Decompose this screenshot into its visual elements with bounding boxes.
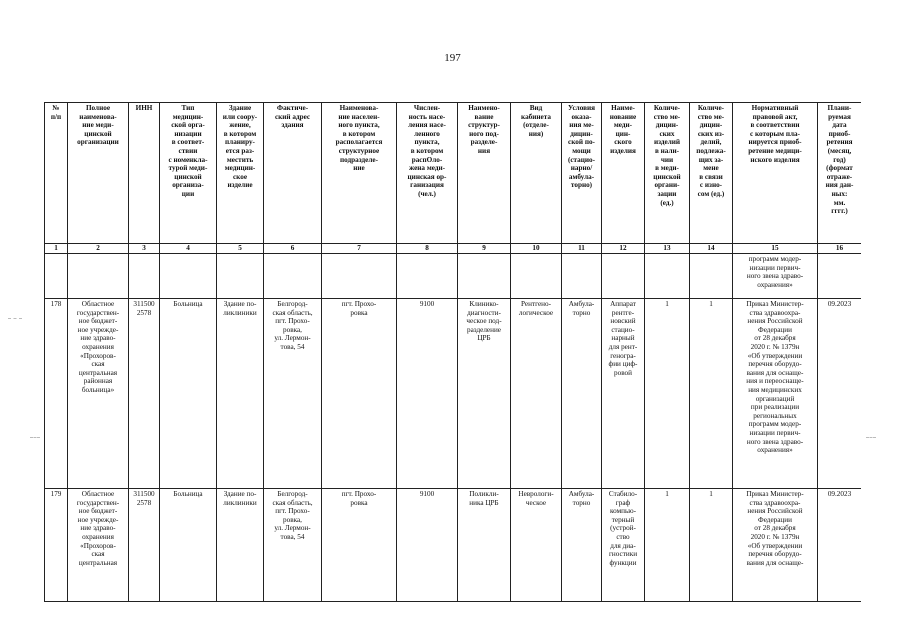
device-cell: Стабило- граф компью- терный (устрой- ство для диа- гностики функции bbox=[602, 489, 645, 602]
col-header-inn: ИНН bbox=[129, 103, 160, 244]
col-header-qty-replace: Количе- ство ме- дицин- ских из- делий, подлежа- щих за- мене в связи с изно- сом (ед.) bbox=[690, 103, 733, 244]
address-cell: Белгород- ская область, пгт. Прохо- ровка, ул. Лермон- това, 54 bbox=[264, 489, 322, 602]
column-index: 5 bbox=[217, 244, 264, 254]
col-header-population: Числен- ность насе- ления насе- ленного пункта, в котором распОло- жена меди- цинская ор- ганизация (чел.) bbox=[397, 103, 458, 244]
inn-cell: 311500 2578 bbox=[129, 489, 160, 602]
header-row bbox=[45, 103, 862, 244]
qty-available-cell: 1 bbox=[645, 299, 690, 489]
address-cell: Белгород- ская область, пгт. Прохо- ровка, ул. Лермон- това, 54 bbox=[264, 299, 322, 489]
building-cell: Здание по- ликлиники bbox=[217, 489, 264, 602]
col-header-conditions: Условия оказа- ния ме- дицин- ской по- мощи (стацио- нарно/ амбула- торно) bbox=[562, 103, 602, 244]
col-header-date: Плани- руемая дата приоб- ретения (месяц, год) (формат отраже- ния дан- ных: мм. гггг.) bbox=[818, 103, 862, 244]
unit-cell: Поликли- ника ЦРБ bbox=[458, 489, 511, 602]
column-index: 7 bbox=[322, 244, 397, 254]
qty-replace-cell: 1 bbox=[690, 489, 733, 602]
table-cell bbox=[458, 254, 511, 299]
device-cell: Аппарат рентге- новский стацио- нарный для рент- геногра- фии циф- ровой bbox=[602, 299, 645, 489]
conditions-cell: Амбула- торно bbox=[562, 489, 602, 602]
qty-available-cell: 1 bbox=[645, 489, 690, 602]
inn-cell: 311500 2578 bbox=[129, 299, 160, 489]
col-header-legal-act: Нормативный правовой акт, в соответствии с которым пла- нируется приоб- ретение медици- нского изделия bbox=[733, 103, 818, 244]
org-type-cell: Больница bbox=[160, 489, 217, 602]
table-row bbox=[45, 299, 862, 489]
page-number: 197 bbox=[444, 52, 461, 64]
column-index: 13 bbox=[645, 244, 690, 254]
column-index: 1 bbox=[45, 244, 68, 254]
table-cell bbox=[511, 254, 562, 299]
col-header-device: Наиме- нование меди- цин- ского изделия bbox=[602, 103, 645, 244]
column-index: 3 bbox=[129, 244, 160, 254]
col-header-unit: Наимено- вание структур- ного под- разделе- ния bbox=[458, 103, 511, 244]
table-cell bbox=[397, 254, 458, 299]
column-index: 9 bbox=[458, 244, 511, 254]
equipment-table bbox=[44, 102, 861, 602]
margin-mark bbox=[8, 318, 22, 319]
table-cell bbox=[690, 254, 733, 299]
legal-act-cell: Приказ Министер- ства здравоохра- нения Российской Федерации от 28 декабря 2020 г. № 1379н «Об утверждении перечня оборудо- вания для оснаще- bbox=[733, 489, 818, 602]
legal-act-continuation: программ модер- низации первич- ного звена здраво- охранения» bbox=[733, 254, 818, 299]
col-header-number: № п/п bbox=[45, 103, 68, 244]
room-cell: Рентгено- логическое bbox=[511, 299, 562, 489]
column-index: 10 bbox=[511, 244, 562, 254]
col-header-qty-available: Количе- ство ме- дицин- ских изделий в нали- чии в меди- цинской органи- зации (ед.) bbox=[645, 103, 690, 244]
date-cell: 09.2023 bbox=[818, 489, 862, 602]
population-cell: 9100 bbox=[397, 489, 458, 602]
org-name-cell: Областное государствен- ное бюджет- ное учрежде- ние здраво- охранения «Прохоров- ская центральная bbox=[68, 489, 129, 602]
population-cell: 9100 bbox=[397, 299, 458, 489]
building-cell: Здание по- ликлиники bbox=[217, 299, 264, 489]
col-header-room: Вид кабинета (отделе- ния) bbox=[511, 103, 562, 244]
column-index: 16 bbox=[818, 244, 862, 254]
col-header-locality: Наименова- ние населен- ного пункта, в котором располагается структурное подразделе- ние bbox=[322, 103, 397, 244]
column-index: 12 bbox=[602, 244, 645, 254]
margin-mark bbox=[866, 437, 876, 438]
legal-act-cell: Приказ Министер- ства здравоохра- нения Российской Федерации от 28 декабря 2020 г. № 1379н «Об утверждении перечня оборудо- вания для оснаще- ния и переоснаще- ния медицинских организаций при реализации региональных программ модер- низации первич- ного звена здраво- охранения» bbox=[733, 299, 818, 489]
date-cell: 09.2023 bbox=[818, 299, 862, 489]
table-cell bbox=[322, 254, 397, 299]
column-index: 6 bbox=[264, 244, 322, 254]
table-cell bbox=[217, 254, 264, 299]
table-cell bbox=[129, 254, 160, 299]
column-index: 14 bbox=[690, 244, 733, 254]
table-cell bbox=[602, 254, 645, 299]
org-name-cell: Областное государствен- ное бюджет- ное учрежде- ние здраво- охранения «Прохоров- ская центральная районная больница» bbox=[68, 299, 129, 489]
column-index: 8 bbox=[397, 244, 458, 254]
qty-replace-cell: 1 bbox=[690, 299, 733, 489]
column-index: 15 bbox=[733, 244, 818, 254]
table-row bbox=[45, 489, 862, 602]
table-cell bbox=[45, 254, 68, 299]
org-type-cell: Больница bbox=[160, 299, 217, 489]
unit-cell: Клинико- диагности- ческое под- разделение ЦРБ bbox=[458, 299, 511, 489]
col-header-building: Здание или соору- жение, в котором планиру- ется раз- местить медицин- ское изделие bbox=[217, 103, 264, 244]
col-header-org-type: Тип медицин- ской орга- низации в соответ- ствии с номенкла- турой меди- цинской организа- ции bbox=[160, 103, 217, 244]
table-cell bbox=[645, 254, 690, 299]
column-index: 2 bbox=[68, 244, 129, 254]
continuation-row bbox=[45, 254, 862, 299]
col-header-org-name: Полное наименова- ние меди- цинской организации bbox=[68, 103, 129, 244]
col-header-address: Фактиче- ский адрес здания bbox=[264, 103, 322, 244]
row-number: 178 bbox=[45, 299, 68, 489]
table-cell bbox=[264, 254, 322, 299]
table-cell bbox=[818, 254, 862, 299]
table-cell bbox=[562, 254, 602, 299]
room-cell: Неврологи- ческое bbox=[511, 489, 562, 602]
equipment-table-container bbox=[44, 102, 861, 640]
conditions-cell: Амбула- торно bbox=[562, 299, 602, 489]
table-cell bbox=[160, 254, 217, 299]
margin-mark bbox=[30, 437, 40, 438]
column-index: 11 bbox=[562, 244, 602, 254]
column-index: 4 bbox=[160, 244, 217, 254]
row-number: 179 bbox=[45, 489, 68, 602]
column-index-row bbox=[45, 244, 862, 254]
locality-cell: пгт. Прохо- ровка bbox=[322, 489, 397, 602]
locality-cell: пгт. Прохо- ровка bbox=[322, 299, 397, 489]
table-cell bbox=[68, 254, 129, 299]
